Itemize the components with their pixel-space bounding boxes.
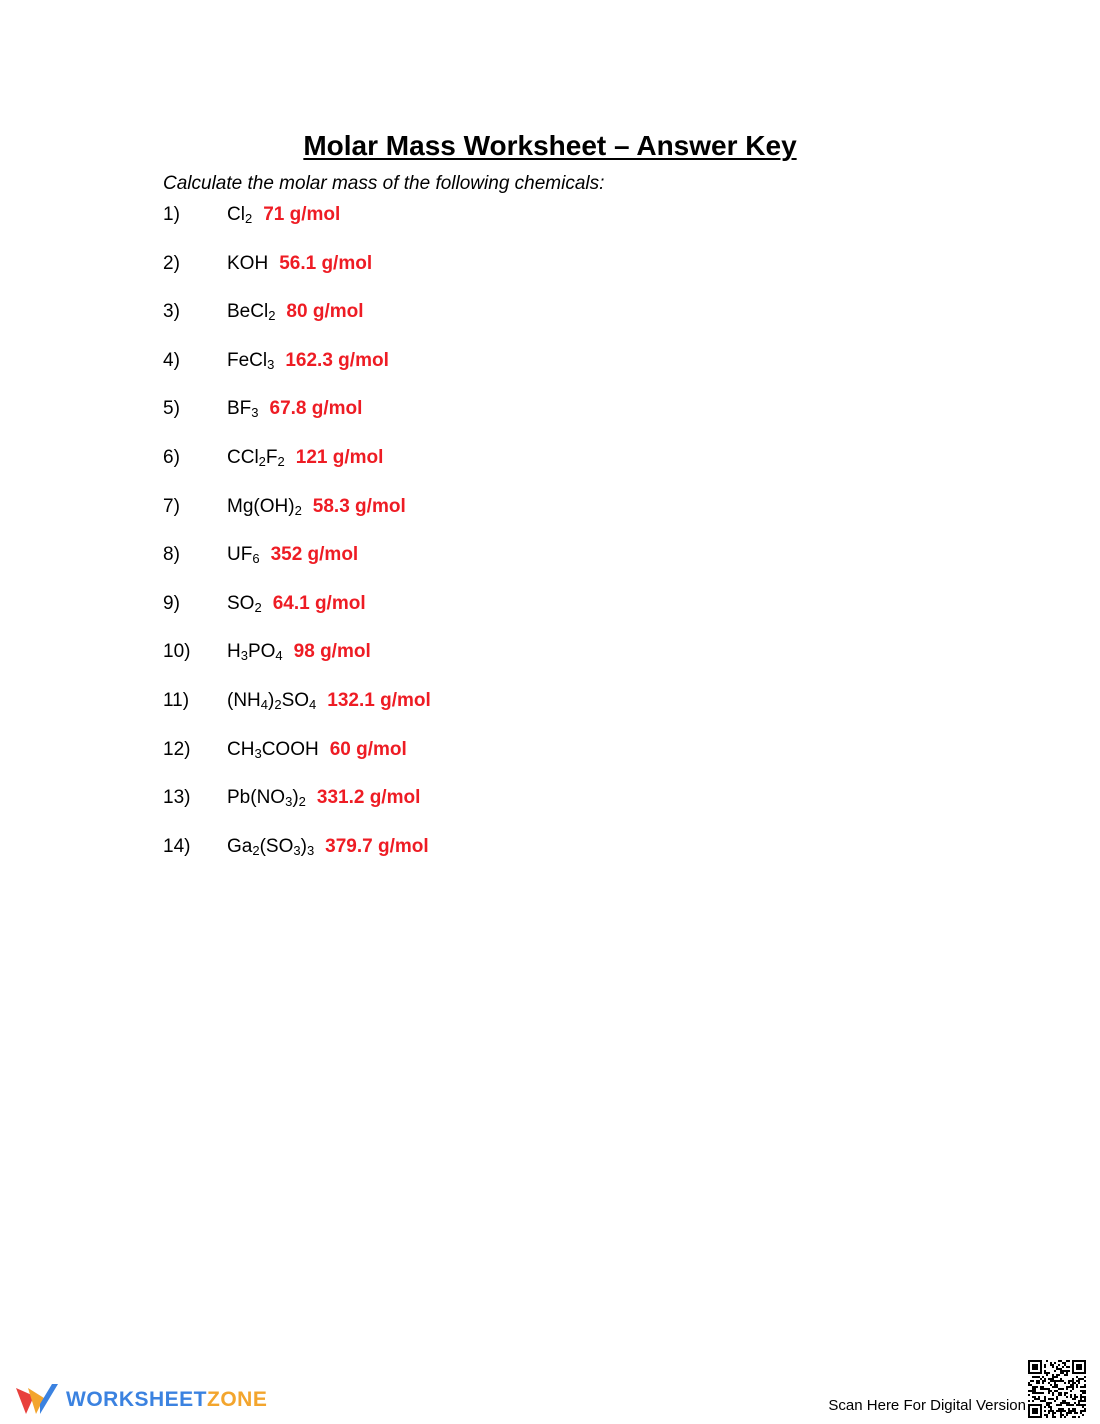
answer-value: 121 g/mol: [295, 446, 384, 468]
answer-value: 352 g/mol: [270, 544, 359, 566]
formula-part: ): [292, 787, 299, 809]
formula-subscript: 2: [252, 842, 260, 858]
answer-value: 331.2 g/mol: [316, 787, 421, 809]
problem-body: [227, 202, 340, 228]
formula-part: Ga: [227, 835, 253, 857]
formula-part: ): [300, 835, 307, 857]
formula-subscript: 3: [285, 794, 293, 810]
problem-body: [227, 348, 389, 374]
formula-subscript: 3: [267, 356, 275, 372]
chemical-formula: [227, 593, 262, 614]
formula-subscript: 3: [306, 842, 315, 858]
problem-body: [227, 737, 407, 763]
problem-number: 5): [163, 398, 180, 420]
formula-part: H: [227, 641, 241, 663]
answer-value: 60 g/mol: [329, 738, 407, 760]
formula-subscript: 2: [244, 211, 253, 226]
formula-part: SO: [281, 689, 310, 711]
problem-body: [227, 834, 429, 860]
chemical-formula: [227, 253, 268, 274]
answer-value: 98 g/mol: [293, 641, 371, 663]
worksheet-title: Molar Mass Worksheet – Answer Key: [303, 130, 797, 161]
chemical-formula: [227, 301, 275, 322]
answer-value: 379.7 g/mol: [325, 835, 429, 857]
problem-body: [227, 299, 364, 325]
formula-part: Cl: [227, 204, 245, 225]
problem-body: [227, 542, 358, 568]
formula-part: CH: [227, 738, 255, 760]
formula-subscript: 3: [293, 842, 301, 858]
chemical-formula: [227, 641, 283, 662]
formula-subscript: 4: [309, 696, 317, 712]
worksheetzone-w-logo-icon: [14, 1382, 60, 1418]
formula-part: PO: [247, 641, 276, 663]
scan-label: Scan Here For Digital Version: [828, 1397, 1026, 1414]
problem-number: 8): [163, 544, 180, 566]
problem-number: 3): [163, 301, 180, 323]
answer-value: 71 g/mol: [263, 204, 341, 225]
chemical-formula: [227, 496, 302, 517]
chemical-formula: [227, 787, 306, 808]
formula-subscript: 6: [252, 551, 260, 567]
problem-number: 2): [163, 252, 180, 274]
answer-value: 132.1 g/mol: [327, 689, 431, 711]
answer-value: 58.3 g/mol: [312, 495, 406, 517]
problem-body: [227, 494, 406, 520]
chemical-formula: [227, 690, 316, 711]
problem-body: [227, 445, 383, 471]
chemical-formula: [227, 398, 259, 419]
formula-subscript: 2: [294, 502, 302, 518]
brand-name-part-1: WORKSHEET: [66, 1388, 207, 1411]
formula-part: ): [268, 689, 275, 711]
problem-body: [227, 251, 372, 277]
formula-part: CCl: [227, 446, 259, 468]
problem-number: 9): [163, 592, 180, 614]
problem-number: 14): [163, 835, 191, 857]
formula-subscript: 2: [298, 794, 306, 810]
brand-name: [66, 1382, 267, 1418]
problem-number: 1): [163, 204, 180, 225]
formula-subscript: 3: [254, 745, 262, 761]
chemical-formula: [227, 350, 274, 371]
problem-number: 11): [163, 689, 190, 711]
problem-number: 10): [163, 641, 191, 663]
brand-name-part-2: ZONE: [207, 1388, 268, 1411]
formula-part: Pb(NO: [227, 787, 286, 809]
formula-part: FeCl: [227, 349, 268, 371]
problem-body: [227, 785, 420, 811]
formula-subscript: 2: [258, 453, 266, 469]
problem-body: [227, 639, 371, 665]
answer-value: 162.3 g/mol: [285, 349, 389, 371]
answer-value: 64.1 g/mol: [272, 592, 366, 614]
chemical-formula: [227, 447, 285, 468]
problem-body: [227, 688, 431, 714]
formula-part: UF: [227, 544, 253, 566]
formula-part: F: [265, 446, 278, 468]
worksheet-instructions: Calculate the molar mass of the following chemicals:: [163, 173, 605, 194]
chemical-formula: [227, 739, 319, 760]
formula-part: (SO: [259, 835, 294, 857]
formula-subscript: 2: [277, 453, 285, 469]
answer-value: 80 g/mol: [286, 301, 364, 323]
formula-part: (NH: [227, 689, 261, 711]
formula-subscript: 4: [275, 648, 283, 664]
problem-number: 13): [163, 787, 191, 809]
problem-body: [227, 591, 366, 617]
formula-part: BF: [227, 398, 252, 420]
chemical-formula: [227, 204, 252, 225]
formula-subscript: 4: [260, 696, 269, 712]
formula-subscript: 2: [274, 696, 282, 712]
formula-subscript: 3: [251, 405, 259, 421]
formula-part: SO: [227, 592, 255, 614]
qr-code-icon[interactable]: [1028, 1360, 1086, 1418]
formula-subscript: 2: [254, 599, 262, 615]
formula-part: BeCl: [227, 301, 269, 323]
formula-part: COOH: [261, 738, 319, 760]
problem-number: 4): [163, 349, 180, 371]
answer-value: 56.1 g/mol: [279, 252, 373, 274]
chemical-formula: [227, 544, 260, 565]
formula-part: KOH: [227, 252, 269, 274]
problem-number: 7): [163, 495, 180, 517]
chemical-formula: [227, 836, 314, 857]
brand-logo: [14, 1382, 267, 1418]
formula-part: Mg(OH): [227, 495, 295, 517]
problem-body: [227, 396, 362, 422]
problem-number: 12): [163, 738, 191, 760]
formula-subscript: 3: [240, 648, 248, 664]
answer-value: 67.8 g/mol: [269, 398, 363, 420]
problem-number: 6): [163, 446, 180, 468]
formula-subscript: 2: [268, 308, 276, 324]
